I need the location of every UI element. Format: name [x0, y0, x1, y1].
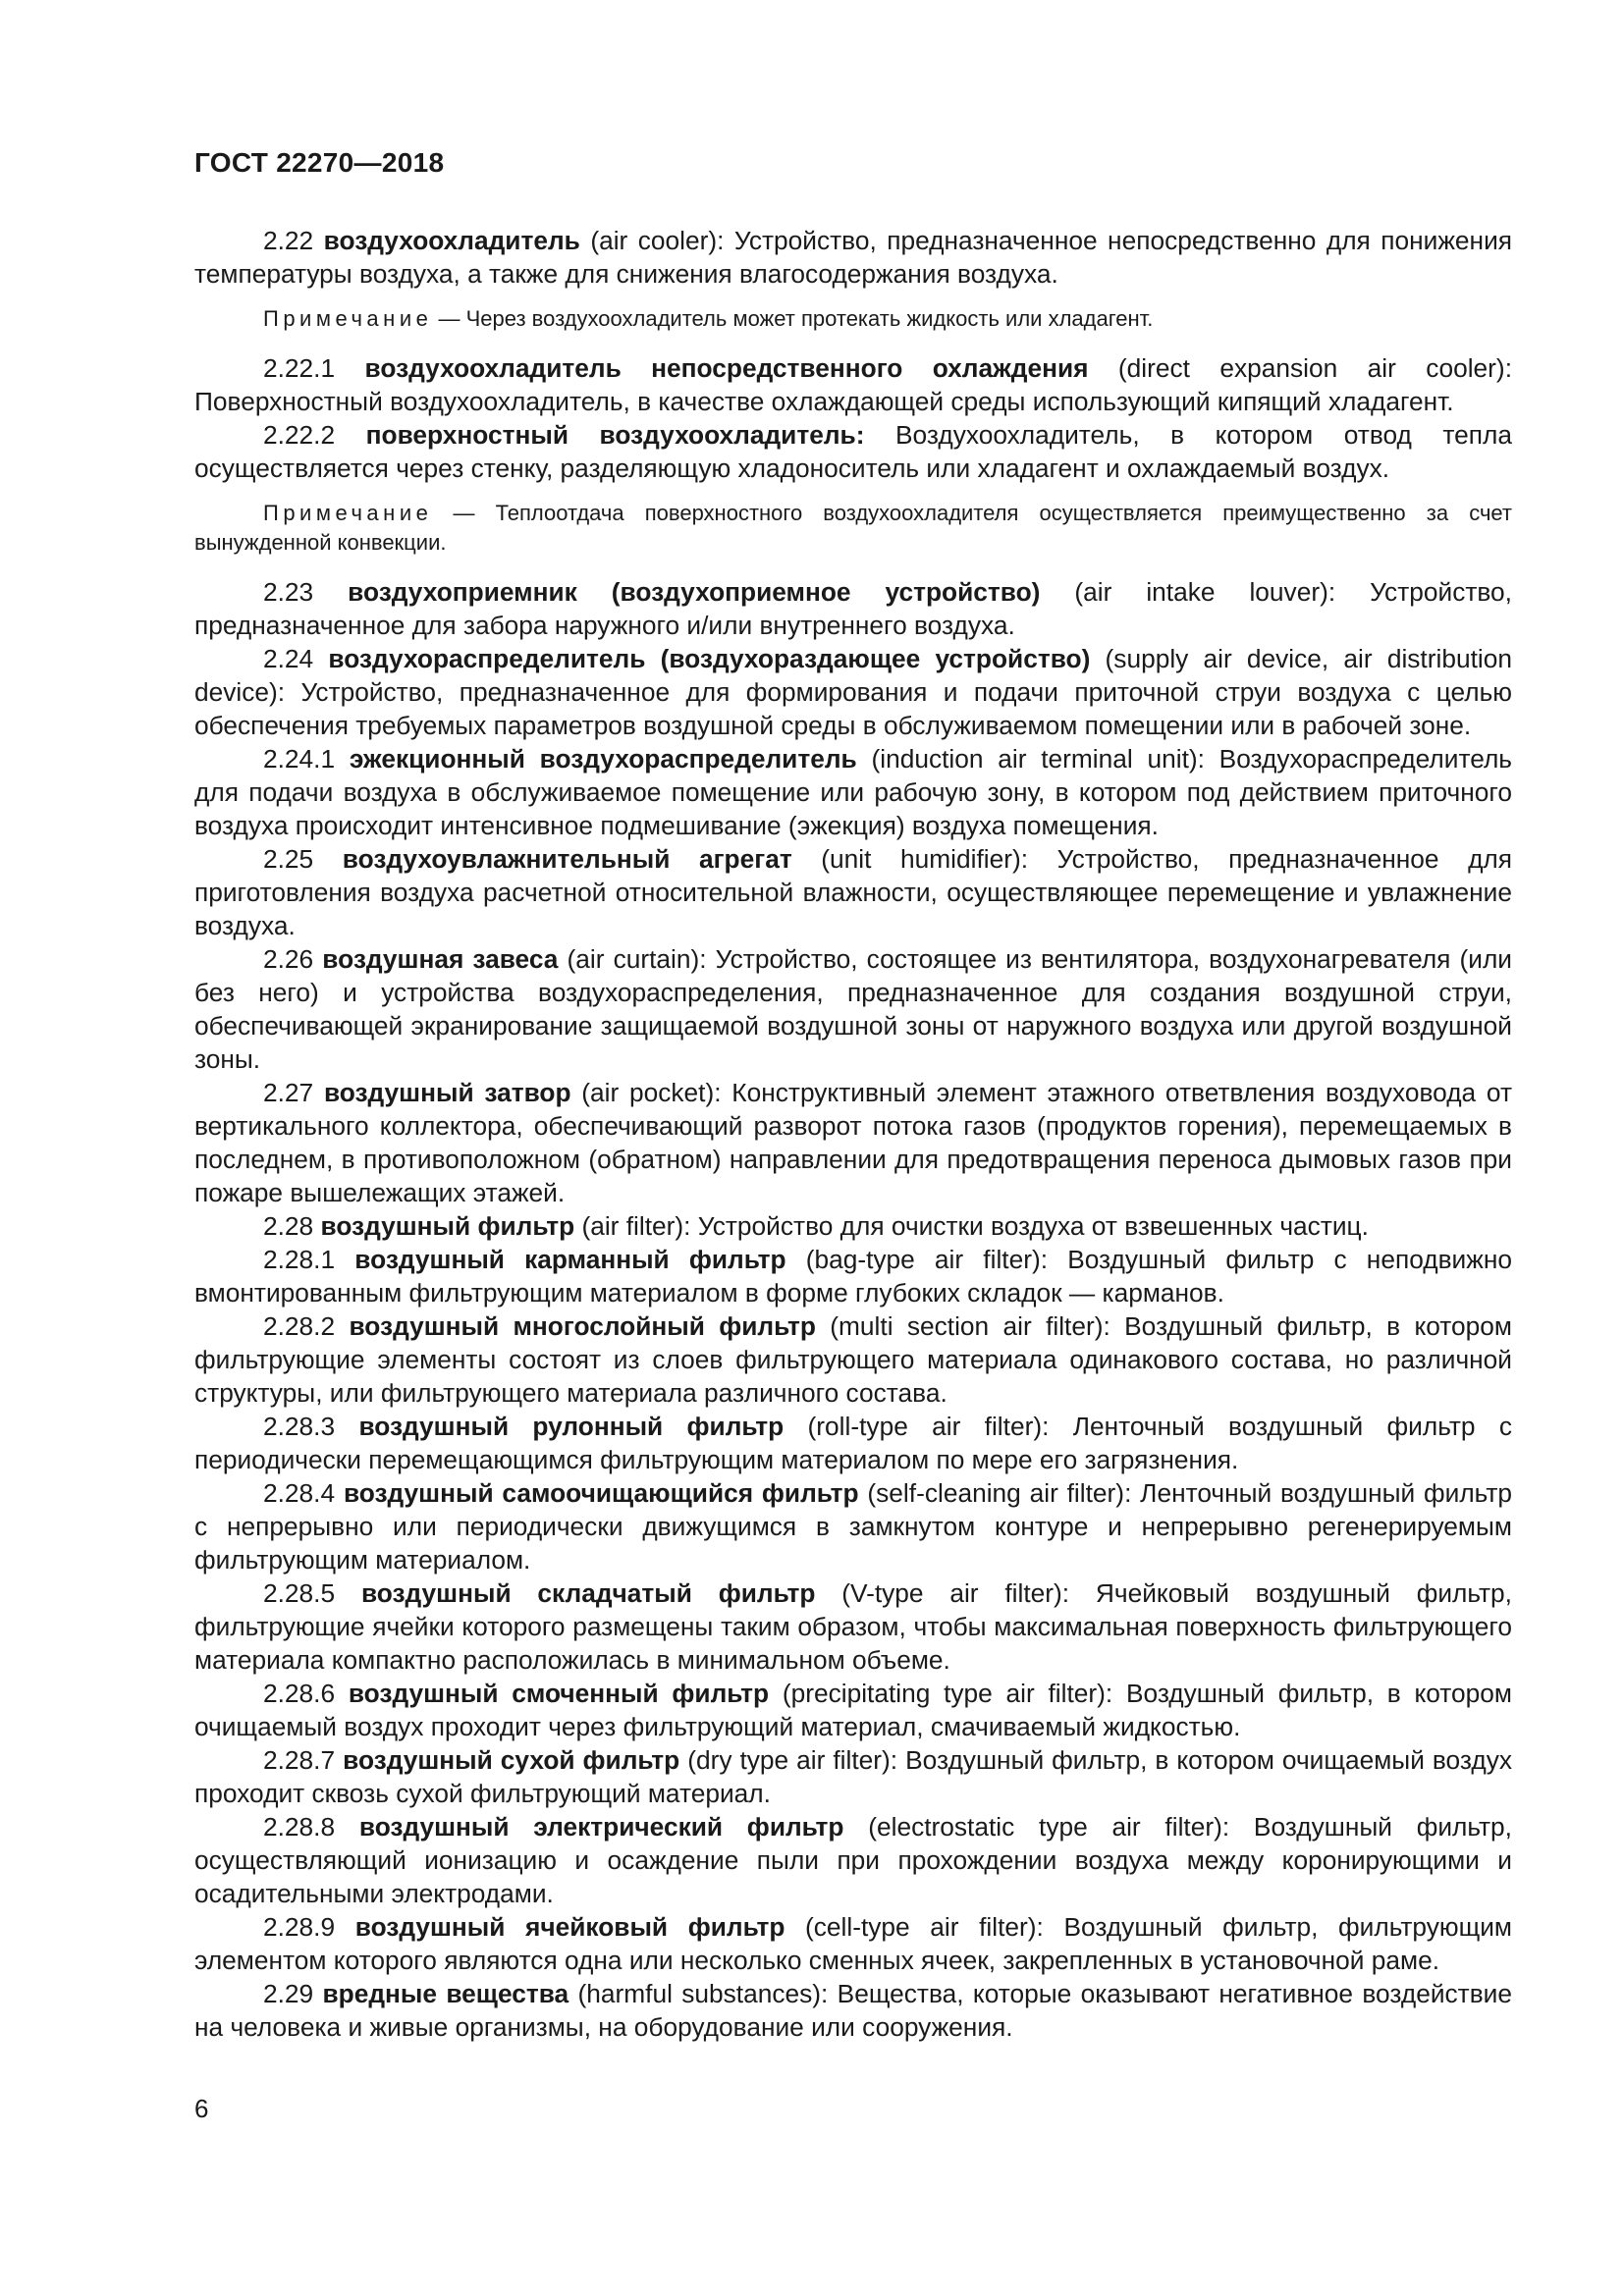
note-text: — Теплоотдача поверхностного воздухоохладителя осуществляется преимущественно за счет вынужденной конвекции. — [194, 501, 1512, 555]
term-definition — [194, 351, 1512, 418]
term-description: (multi section air filter): Воздушный фильтр, в котором фильтрующие элементы состоят из слоев фильтрующего материала одинакового состава, но различной структуры, или фильтрующего материала различного состава. — [194, 1311, 1512, 1408]
term-description: (self-cleaning air filter): Ленточный воздушный фильтр с непрерывно или периодически движущимся в замкнутом контуре и непрерывно регенерируемым фильтрующим материалом. — [194, 1478, 1512, 1575]
term-name: воздухоохладитель непосредственного охлаждения — [364, 353, 1089, 383]
clause-number: 2.28.1 — [263, 1245, 336, 1274]
term-name: воздушный многослойный фильтр — [349, 1311, 816, 1341]
term-name: воздушный электрический фильтр — [358, 1812, 844, 1842]
clause-number: 2.28.6 — [263, 1679, 336, 1708]
page-number: 6 — [194, 2094, 209, 2123]
term-description: (direct expansion air cooler): Поверхностный воздухоохладитель, в качестве охлаждающей среды использующий кипящий хладагент. — [194, 353, 1512, 416]
term-definition — [194, 1476, 1512, 1576]
term-name: эжекционный воздухораспределитель — [349, 744, 857, 774]
term-description: (cell-type air filter): Воздушный фильтр, фильтрующим элементом которого являются одна или несколько сменных ячеек, закрепленных в установочной раме. — [194, 1912, 1512, 1975]
term-description: (supply air device, air distribution device): Устройство, предназначенное для формирования и подачи приточной струи воздуха с целью обеспечения требуемых параметров воздушной среды в обслуживаемом помещении или в рабочей зоне. — [194, 644, 1512, 740]
note-label: Примечание — [263, 501, 433, 525]
clause-number: 2.28.8 — [263, 1812, 336, 1842]
term-description: (roll-type air filter): Ленточный воздушный фильтр с периодически перемещающимся фильтрующим материалом по мере его загрязнения. — [194, 1412, 1512, 1474]
term-name: воздухоувлажнительный агрегат — [342, 844, 792, 874]
term-name: воздушный смоченный фильтр — [348, 1679, 770, 1708]
term-definition — [194, 1243, 1512, 1309]
note-label: Примечание — [263, 306, 433, 331]
term-name: воздухораспределитель (воздухораздающее устройство) — [328, 644, 1091, 673]
term-name: воздушная завеса — [322, 944, 559, 974]
clause-number: 2.28.3 — [263, 1412, 336, 1441]
clause-number: 2.24 — [263, 644, 314, 673]
clause-number: 2.28.4 — [263, 1478, 336, 1508]
clause-number: 2.22.2 — [263, 420, 336, 450]
term-definition — [194, 842, 1512, 942]
clause-number: 2.28.9 — [263, 1912, 336, 1942]
clause-number: 2.24.1 — [263, 744, 336, 774]
term-description: (electrostatic type air filter): Воздушный фильтр, осуществляющий ионизацию и осаждение пыли при прохождении воздуха между коронирующими и осадительными электродами. — [194, 1812, 1512, 1908]
clause-number: 2.28 — [263, 1211, 314, 1241]
term-description: (air filter): Устройство для очистки воздуха от взвешенных частиц. — [574, 1211, 1369, 1241]
term-description: Воздухоохладитель, в котором отвод тепла осуществляется через стенку, разделяющую хладоноситель или хладагент и охлаждаемый воздух. — [194, 420, 1512, 483]
term-description: (harmful substances): Вещества, которые оказывают негативное воздействие на человека и живые организмы, на оборудование или сооружения. — [194, 1979, 1512, 2042]
clause-number: 2.28.2 — [263, 1311, 336, 1341]
term-description: (air cooler): Устройство, предназначенное непосредственно для понижения температуры воздуха, а также для снижения влагосодержания воздуха. — [194, 226, 1512, 289]
term-description: (air intake louver): Устройство, предназначенное для забора наружного и/или внутреннего воздуха. — [194, 577, 1512, 640]
term-description: (dry type air filter): Воздушный фильтр, в котором очищаемый воздух проходит сквозь сухой фильтрующий материал. — [194, 1745, 1513, 1808]
term-description: (air curtain): Устройство, состоящее из вентилятора, воздухонагревателя (или без него) и устройства воздухораспределения, предназначенное для создания воздушной струи, обеспечивающей экранирование защищаемой воздушной зоны от наружного воздуха или другой воздушной зоны. — [194, 944, 1512, 1074]
clause-number: 2.25 — [263, 844, 314, 874]
term-name: воздушный складчатый фильтр — [360, 1578, 816, 1608]
term-name: воздухоприемник (воздухоприемное устройство) — [348, 577, 1041, 607]
term-definition — [194, 1910, 1512, 1977]
term-name: воздушный фильтр — [320, 1211, 575, 1241]
term-definition — [194, 1977, 1512, 2044]
term-definition — [194, 1576, 1512, 1677]
term-name: поверхностный воздухоохладитель: — [365, 420, 865, 450]
term-definition — [194, 418, 1512, 485]
term-definition — [194, 1076, 1512, 1209]
term-definition — [194, 1677, 1512, 1743]
clause-number: 2.27 — [263, 1078, 314, 1107]
note — [194, 304, 1512, 334]
clause-number: 2.23 — [263, 577, 314, 607]
note — [194, 499, 1512, 558]
clause-number: 2.22.1 — [263, 353, 336, 383]
term-description: (air pocket): Конструктивный элемент этажного ответвления воздуховода от вертикального коллектора, обеспечивающий разворот потока газов (продуктов горения), перемещаемых в последнем, в противоположном (обратном) направлении для предотвращения переноса дымовых газов при пожаре вышележащих этажей. — [194, 1078, 1513, 1207]
document-header: ГОСТ 22270—2018 — [194, 147, 445, 178]
term-description: (precipitating type air filter): Воздушный фильтр, в котором очищаемый воздух проходит через фильтрующий материал, смачиваемый жидкостью. — [194, 1679, 1512, 1741]
term-definition — [194, 1743, 1512, 1810]
term-definition — [194, 1410, 1512, 1476]
term-definition — [194, 742, 1512, 842]
term-name: воздушный самоочищающийся фильтр — [343, 1478, 859, 1508]
term-description: (unit humidifier): Устройство, предназначенное для приготовления воздуха расчетной относительной влажности, осуществляющее перемещение и увлажнение воздуха. — [194, 844, 1513, 940]
clause-number: 2.29 — [263, 1979, 314, 2008]
term-definition — [194, 575, 1512, 642]
term-definition — [194, 642, 1512, 742]
document-body — [194, 224, 1512, 2044]
note-text: — Через воздухоохладитель может протекать жидкость или хладагент. — [432, 306, 1154, 331]
term-name: воздушный рулонный фильтр — [358, 1412, 785, 1441]
term-name: воздушный сухой фильтр — [343, 1745, 680, 1775]
term-definition — [194, 1810, 1512, 1910]
term-description: (bag-type air filter): Воздушный фильтр с неподвижно вмонтированным фильтрующим материалом в форме глубоких складок — карманов. — [194, 1245, 1512, 1308]
term-description: (induction air terminal unit): Воздухораспределитель для подачи воздуха в обслуживаемое помещение или рабочую зону, в котором под действием приточного воздуха происходит интенсивное подмешивание (эжекция) воздуха помещения. — [194, 744, 1512, 840]
term-name: воздушный затвор — [323, 1078, 571, 1107]
term-definition — [194, 1209, 1512, 1243]
clause-number: 2.28.5 — [263, 1578, 336, 1608]
term-definition — [194, 224, 1512, 291]
clause-number: 2.28.7 — [263, 1745, 336, 1775]
clause-number: 2.26 — [263, 944, 314, 974]
term-name: вредные вещества — [322, 1979, 569, 2008]
term-name: воздушный ячейковый фильтр — [354, 1912, 785, 1942]
term-name: воздушный карманный фильтр — [354, 1245, 786, 1274]
clause-number: 2.22 — [263, 226, 314, 255]
term-name: воздухоохладитель — [323, 226, 580, 255]
term-definition — [194, 942, 1512, 1076]
term-definition — [194, 1309, 1512, 1410]
term-description: (V-type air filter): Ячейковый воздушный фильтр, фильтрующие ячейки которого размещены таким образом, чтобы максимальная поверхность фильтрующего материала компактно расположилась в минимальном объеме. — [194, 1578, 1512, 1675]
